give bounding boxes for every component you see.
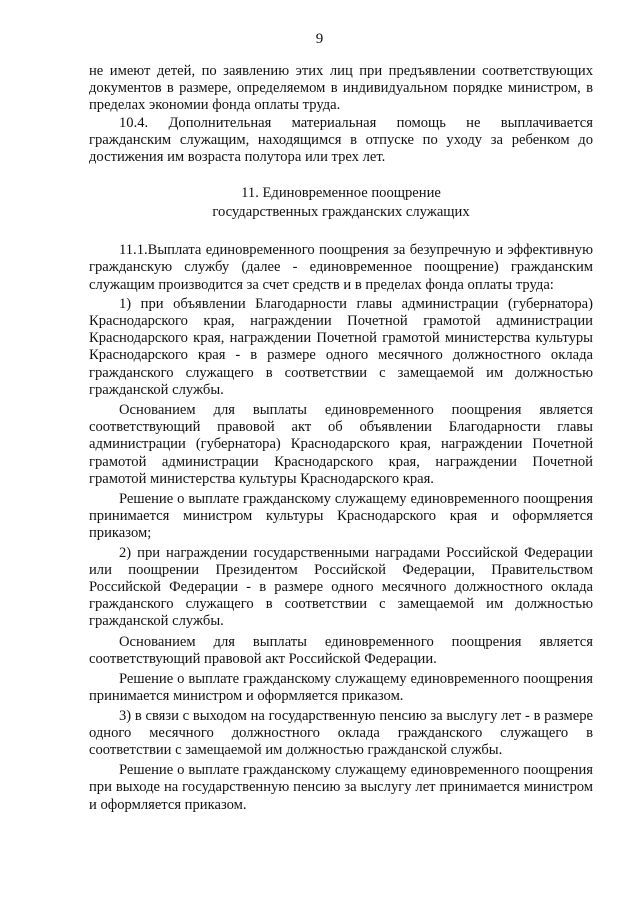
item-1-paragraph: 1) при объявлении Благодарности главы администрации (губернатора) Краснодарского края, награждении Почетной грамотой администрации Краснодарского края, награждении Почетной грамотой министерства культуры Краснодарского края - в размере одного месячного должностного оклада гражданского служащего в соответствии с замещаемой им должностью гражданской службы. <box>89 295 593 398</box>
clause-10-4: 10.4. Дополнительная материальная помощь не выплачивается гражданским служащим, находящимся в отпуске по уходу за ребенком до достижения им возраста полутора или трех лет. <box>89 114 593 166</box>
page-number: 9 <box>315 31 324 47</box>
item-2-paragraph: 2) при награждении государственными наградами Российской Федерации или поощрении Президентом Российской Федерации, Правительством Российской Федерации - в размере одного месячного должностного оклада гражданского служащего в соответствии с замещаемой им должностью гражданской службы. <box>89 544 593 630</box>
section-title <box>89 184 593 222</box>
basis-paragraph-2: Основанием для выплаты единовременного поощрения является соответствующий правовой акт Российской Федерации. <box>89 633 593 667</box>
intro-paragraph: не имеют детей, по заявлению этих лиц при предъявлении соответствующих документов в размере, определяемом в индивидуальном порядке министром, в пределах экономии фонда оплаты труда. <box>89 63 593 114</box>
item-3-paragraph: 3) в связи с выходом на государственную пенсию за выслугу лет - в размере одного месячного должностного оклада гражданского служащего в соответствии с замещаемой им должностью гражданской службы. <box>89 707 593 758</box>
section-title-line-1: 11. Единовременное поощрение <box>241 185 441 202</box>
decision-paragraph-1: Решение о выплате гражданскому служащему единовременного поощрения принимается министром культуры Краснодарского края и оформляется приказом; <box>89 491 593 542</box>
section-title-line-2: государственных гражданских служащих <box>212 204 470 221</box>
document-body <box>89 63 593 814</box>
basis-paragraph-1: Основанием для выплаты единовременного поощрения является соответствующий правовой акт об объявлении Благодарности главы администрации (губернатора) Краснодарского края, награждении Почетной грамотой администрации Краснодарского края, награждении Почетной грамотой министерства культуры Краснодарского края. <box>89 402 593 487</box>
decision-paragraph-3: Решение о выплате гражданскому служащему единовременного поощрения при выходе на государственную пенсию за выслугу лет принимается министром и оформляется приказом. <box>89 762 593 813</box>
decision-paragraph-2: Решение о выплате гражданскому служащему единовременного поощрения принимается министром и оформляется приказом. <box>89 671 593 705</box>
clause-11-1: 11.1.Выплата единовременного поощрения за безупречную и эффективную гражданскую службу (далее - единовременное поощрение) гражданским служащим производится за счет средств и в пределах фонда оплаты труда: <box>89 242 593 293</box>
